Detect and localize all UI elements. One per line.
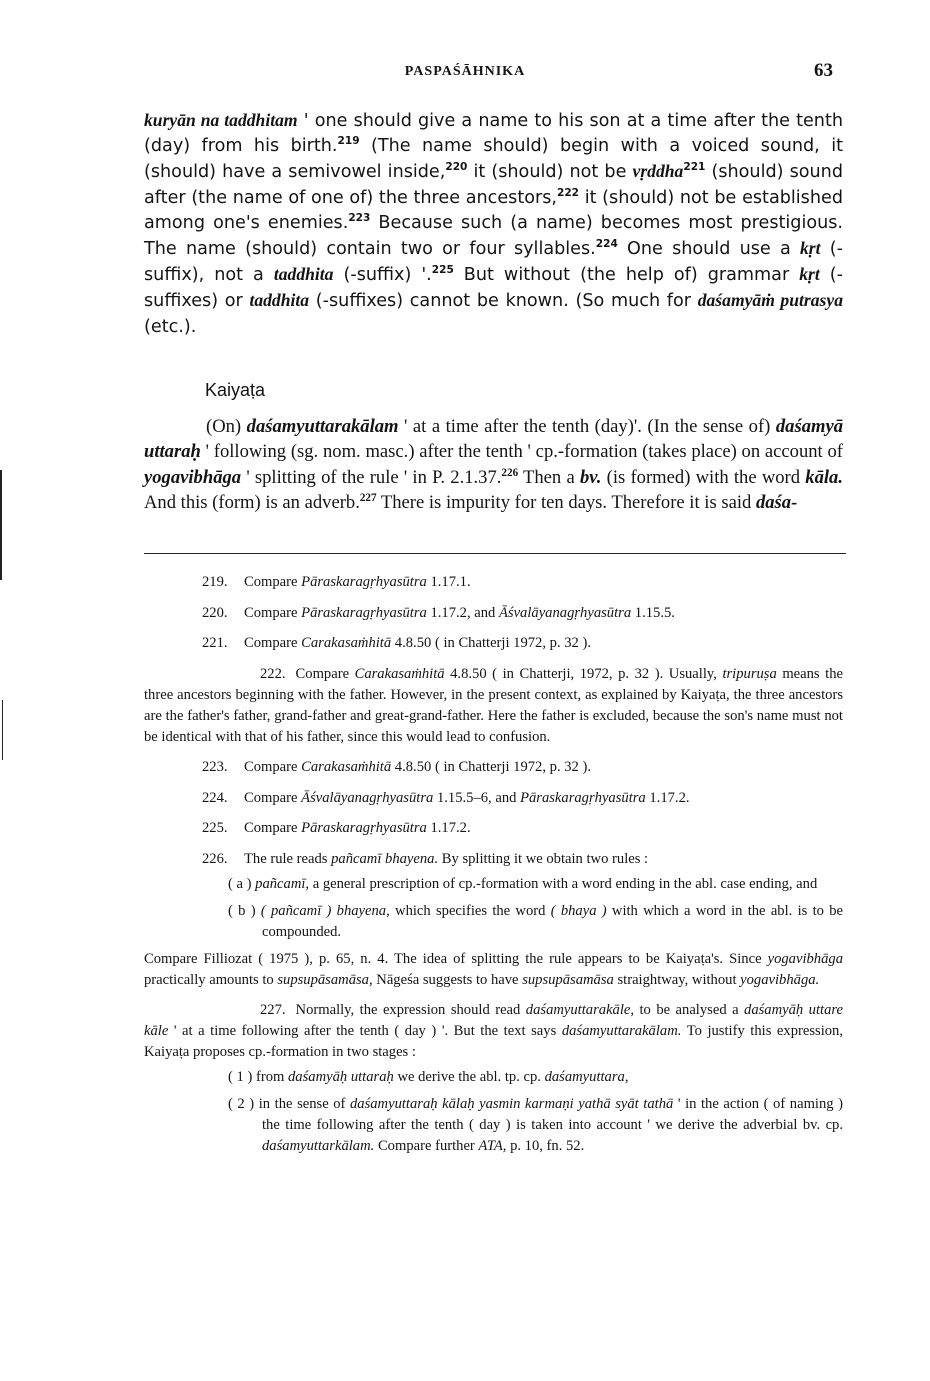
scan-margin-mark	[2, 700, 3, 760]
footnote-225: 225. Compare Pāraskaragṛhyasūtra 1.17.2.	[202, 820, 471, 836]
page-number: 63	[814, 60, 833, 81]
section-heading: Kaiyaṭa	[205, 380, 266, 400]
running-title: PASPAŚĀHNIKA	[404, 64, 526, 79]
footnote-222: 222. Compare Carakasaṁhitā 4.8.50 ( in Chatterji, 1972, p. 32 ). Usually, tripuruṣa means the three ancestors beginning with the father. However, in the present context, as explained by Kaiyaṭa, the three ancestors are the father's father, grand-father and great-grand-father. Here the father is excluded, because the son's name must not be identical with that of his father, since this would lead to confusion.	[144, 665, 843, 745]
typed-paragraph	[144, 108, 843, 340]
paragraph: (On) daśamyuttarakālam ' at a time after the tenth (day)'. (In the sense of) daśamyā uttaraḥ ' following (sg. nom. masc.) after the tenth ' cp.-formation (takes place) on account of yogavibhāga ' splitting of the rule ' in P. 2.1.37.$^{226}$ Then a bv. (is formed) with the word kāla. And this (form) is an adverb.$^{227}$ There is impurity for ten days. Therefore it is said daśa-	[144, 416, 844, 514]
footnote-226: 226. The rule reads pañcamī bhayena. By splitting it we obtain two rules :	[202, 850, 649, 867]
footnote-220: 220. Compare Pāraskaragṛhyasūtra 1.17.2, and Āśvalāyanagṛhyasūtra 1.15.5.	[202, 604, 675, 621]
footnote-227: 227. Normally, the expression should read daśamyuttarakāle, to be analysed a daśamyāḥ uttare kāle ' at a time following after the tenth ( day ) '. But the text says daśamyuttarakālam. To justify this expression, Kaiyaṭa proposes cp.-formation in two stages :	[144, 1002, 843, 1060]
running-header	[0, 60, 930, 82]
footnote-226-item-a: ( a ) pañcamī, a general prescription of cp.-formation with a word ending in the abl. case ending, and	[228, 875, 818, 892]
footnote-223: 223. Compare Carakasaṁhitā 4.8.50 ( in Chatterji 1972, p. 32 ).	[202, 759, 591, 775]
footnote-221: 221. Compare Carakasaṁhitā 4.8.50 ( in Chatterji 1972, p. 32 ).	[202, 635, 591, 651]
footnotes	[144, 572, 843, 1163]
footnote-227-step-1: ( 1 ) from daśamyāḥ uttaraḥ we derive the abl. tp. cp. daśamyuttara,	[228, 1069, 629, 1085]
footnote-219: 219. Compare Pāraskaragṛhyasūtra 1.17.1.	[202, 574, 471, 590]
body-paragraph	[144, 414, 843, 516]
footnote-divider	[144, 553, 846, 554]
scan-margin-mark	[0, 470, 2, 580]
footnote-227-step-2: ( 2 ) in the sense of daśamyuttaraḥ kālaḥ yasmin karmaṇi yathā syāt tathā ' in the action ( of naming ) the time following after the tenth ( day ) is taken into account ' we derive the adverbial bv. cp. daśamyuttarkālam. Compare further ATA, p. 10, fn. 52.	[228, 1096, 843, 1154]
footnote-226-item-b: ( b ) ( pañcamī ) bhayena, which specifies the word ( bhaya ) with which a word in the abl. is to be compounded.	[228, 902, 843, 940]
paragraph: kuryān na taddhitam ' one should give a name to his son at a time after the tenth (day) from his birth.$^{219}$ (The name should) begin with a voiced sound, it (should) have a semivowel inside,$^{220}$ it (should) not be vṛddha$^{221}$ (should) sound after (the name of one of) the three ancestors,$^{222}$ it (should) not be established among one's enemies.$^{223}$ Because such (a name) becomes most prestigious. The name (should) contain two or four syllables.$^{224}$ One should use a kṛt (-suffix), not a taddhita (-suffix) '.$^{225}$ But without (the help of) grammar kṛt (-suffixes) or taddhita (-suffixes) cannot be known. (So much for daśamyāṁ putrasya (etc.).	[144, 110, 844, 337]
footnote-224: 224. Compare Āśvalāyanagṛhyasūtra 1.15.5–6, and Pāraskaragṛhyasūtra 1.17.2.	[202, 789, 690, 806]
footnote-226-continuation: Compare Filliozat ( 1975 ), p. 65, n. 4. The idea of splitting the rule appears to be Kaiyaṭa's. Since yogavibhāga practically amounts to supsupāsamāsa, Nāgeśa suggests to have supsupāsamāsa straightway, without yogavibhāga.	[144, 950, 843, 988]
